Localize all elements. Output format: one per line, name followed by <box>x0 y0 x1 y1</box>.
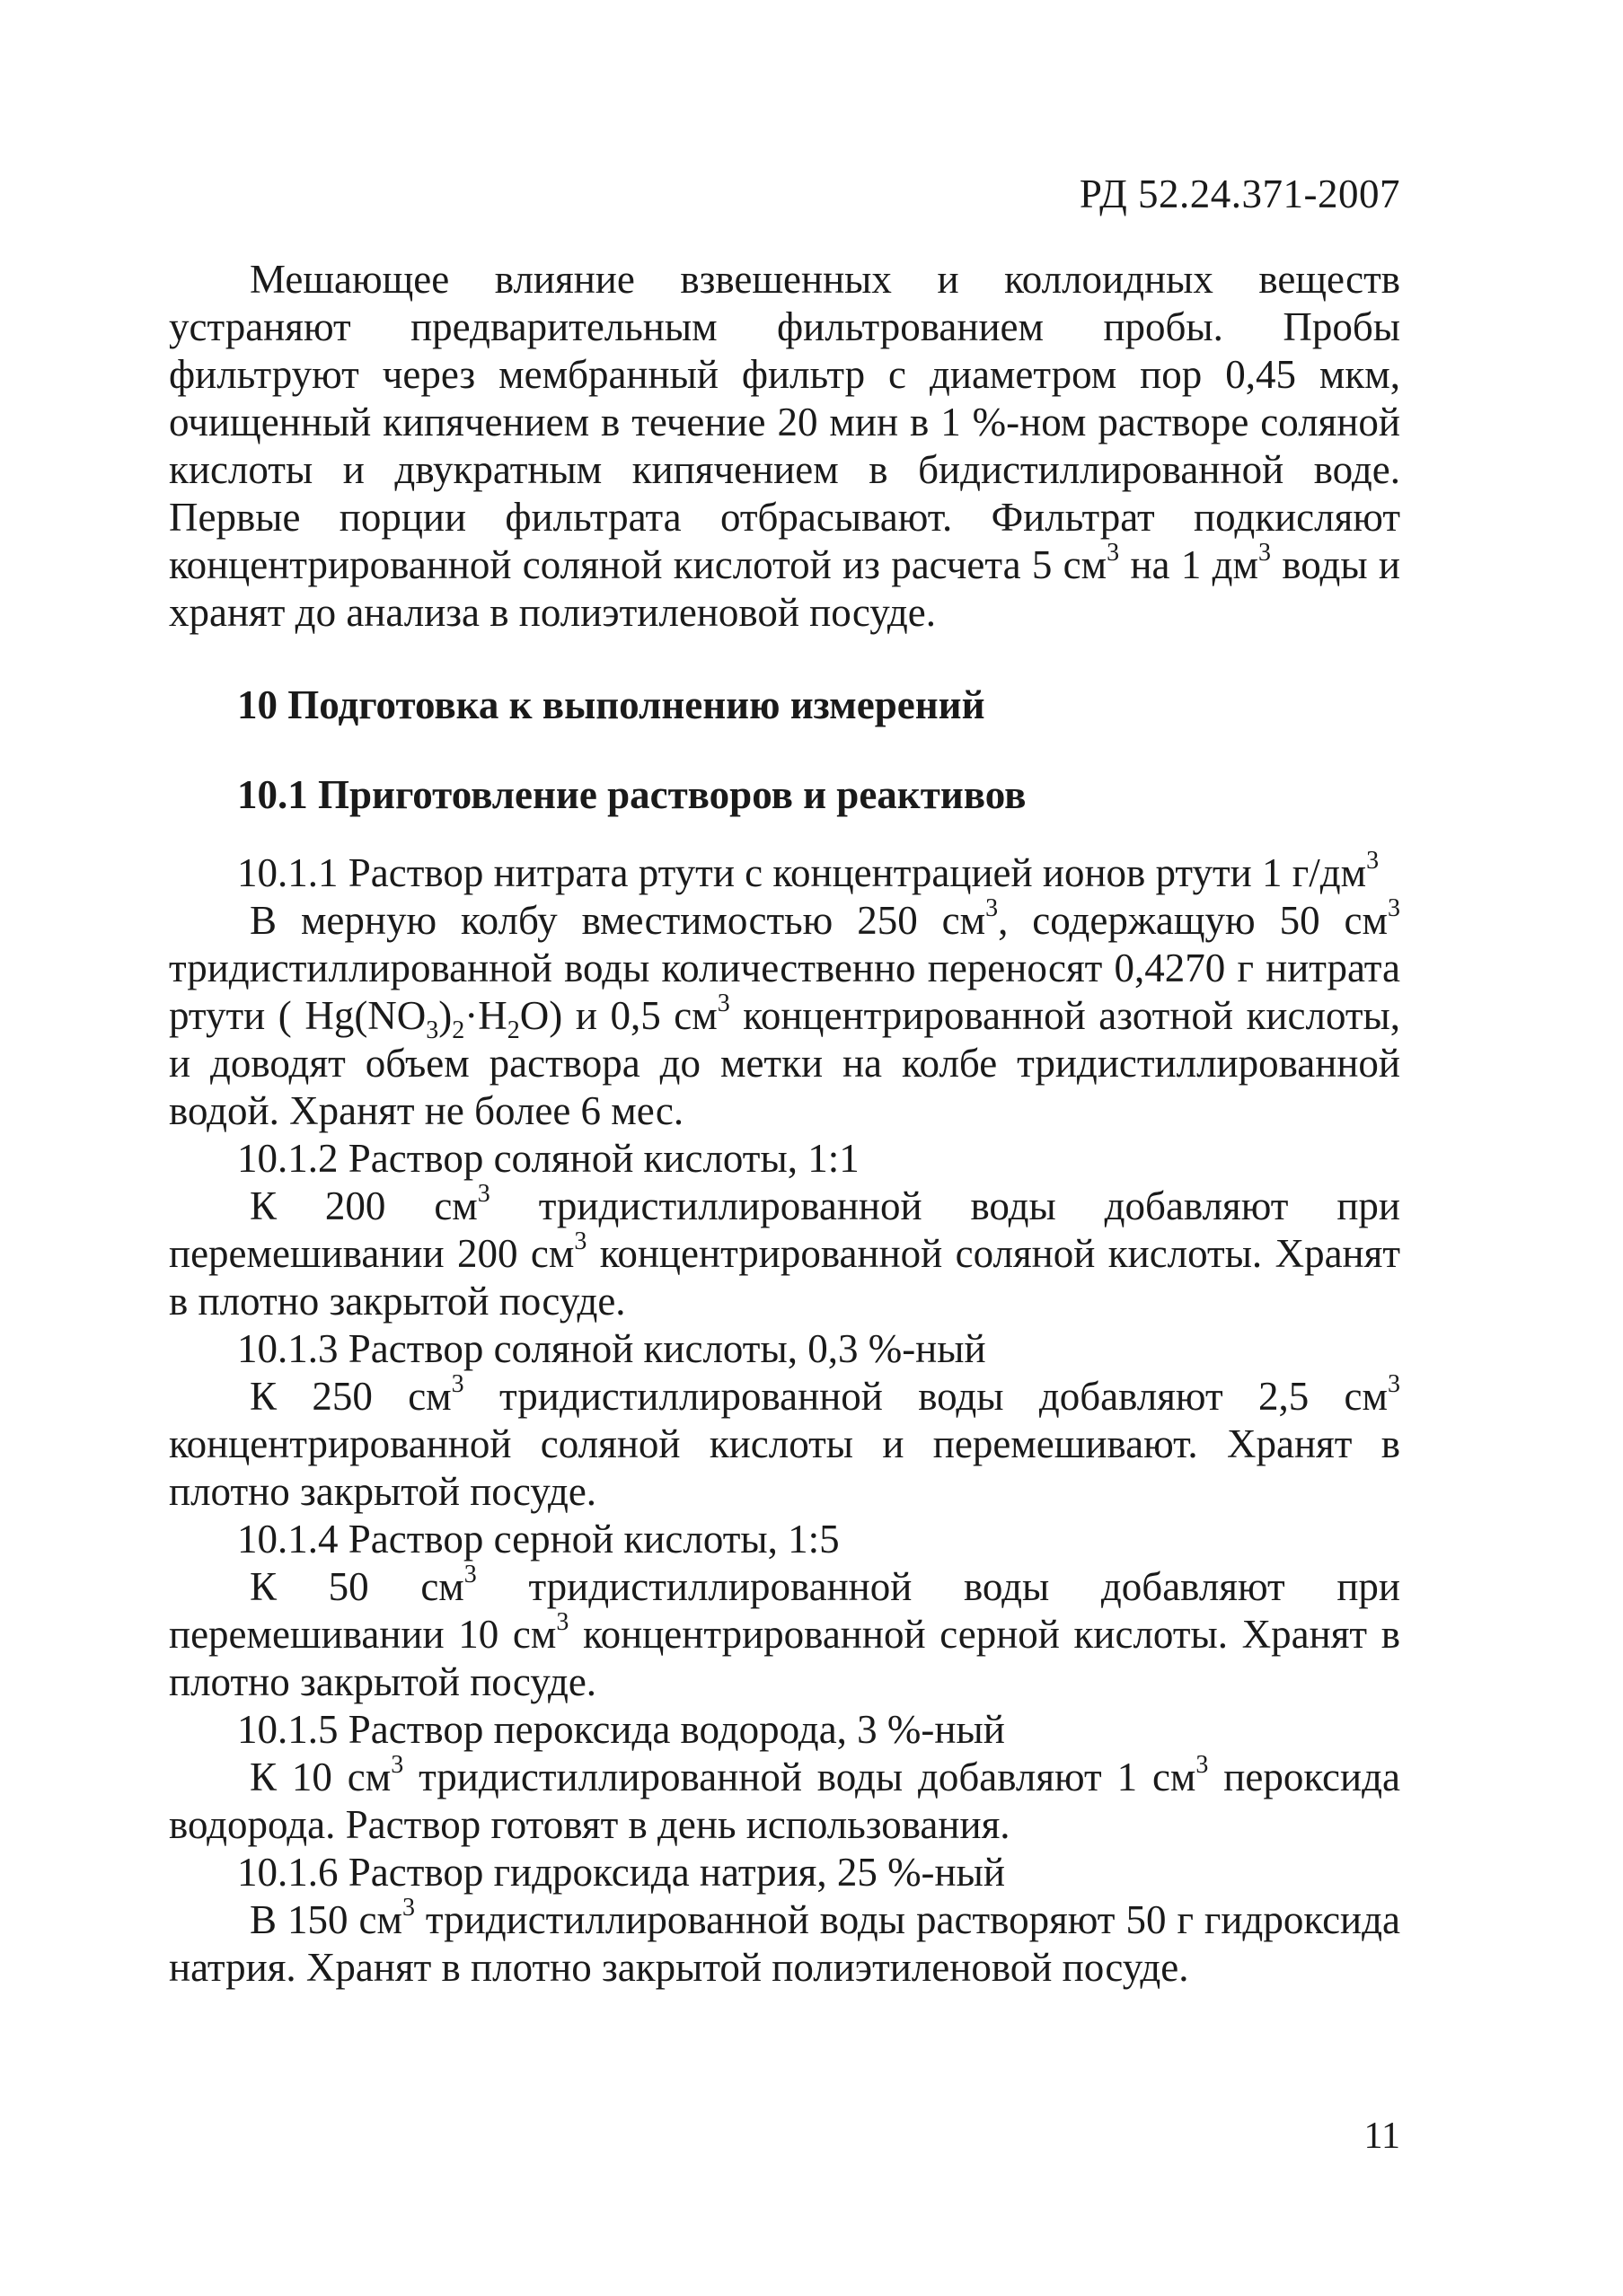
item-title-10-1-2: 10.1.2 Раствор соляной кислоты, 1:1 <box>237 1136 860 1181</box>
item-body-10-1-6: В 150 $см^3$ тридистиллированной воды растворяют 50 г гидроксида натрия. Хранят в плотно закрытой полиэтиленовой посуде. <box>169 1894 1400 1990</box>
superscript: 3 <box>1258 539 1272 567</box>
document-code: РД 52.24.371-2007 <box>1079 172 1400 216</box>
item-body-10-1-3: К 250 $см^3$ тридистиллированной воды добавляют 2,5 $см^3$ концентрированной соляной кислоты и перемешивают. Хранят в плотно закрытой посуде. <box>169 1370 1401 1514</box>
superscript: 3 <box>1107 539 1120 567</box>
intro-paragraph <box>169 256 1400 637</box>
intro-text-3: воды и хранят до анализа в полиэтиленовой посуде. <box>169 542 1400 635</box>
section-heading-10-1: 10.1 Приготовление растворов и реактивов <box>237 772 1027 817</box>
item-body-10-1-1: В мерную колбу вместимостью 250 $см^3$, содержащую 50 $см^3$ тридистиллированной воды количественно переносят 0,4270 г нитрата ртути ( $Hg(NO_3)_2\cdot H_2O$) и 0,5 $см^3$ концентрированной азотной кислоты, и доводят объем раствора до метки на колбе тридистиллированной водой. Хранят не более 6 мес. <box>169 894 1400 1133</box>
item-body-10-1-2: К 200 $см^3$ тридистиллированной воды добавляют при перемешивании 200 $см^3$ концентрированной соляной кислоты. Хранят в плотно закрытой посуде. <box>169 1180 1400 1324</box>
item-title-10-1-5: 10.1.5 Раствор пероксида водорода, 3 %-ный <box>237 1707 1005 1752</box>
superscript: 3 <box>1366 847 1380 875</box>
item-title-10-1-3: 10.1.3 Раствор соляной кислоты, 0,3 %-ный <box>237 1326 986 1371</box>
item-title-10-1-4: 10.1.4 Раствор серной кислоты, 1:5 <box>237 1517 840 1561</box>
section-heading-10: 10 Подготовка к выполнению измерений <box>237 682 985 727</box>
item-title-10-1-6: 10.1.6 Раствор гидроксида натрия, 25 %-ный <box>237 1850 1005 1895</box>
intro-text-2: на 1 дм <box>1119 542 1259 587</box>
item-title-10-1-1: 10.1.1 Раствор нитрата ртути с концентрацией ионов ртути 1 $г/дм^3$ <box>237 847 1380 895</box>
item-body-10-1-5: К 10 $см^3$ тридистиллированной воды добавляют 1 $см^3$ пероксида водорода. Раствор готовят в день использования. <box>169 1751 1400 1847</box>
intro-text-1: Мешающее влияние взвешенных и коллоидных веществ устраняют предварительным фильтрованием пробы. Пробы фильтруют через мембранный фильтр с диаметром пор 0,45 мкм, очищенный кипячением в течение 20 мин в 1 %-ном растворе соляной кислоты и двукратным кипячением в бидистиллированной воде. Первые порции фильтрата отбрасывают. Фильтрат подкисляют концентрированной соляной кислотой из расчета 5 см <box>169 257 1400 587</box>
page-body <box>169 256 1400 1992</box>
item-body-10-1-4: К 50 $см^3$ тридистиллированной воды добавляют при перемешивании 10 $см^3$ концентрированной серной кислоты. Хранят в плотно закрытой посуде. <box>169 1561 1400 1704</box>
page-number: 11 <box>1363 2116 1400 2157</box>
